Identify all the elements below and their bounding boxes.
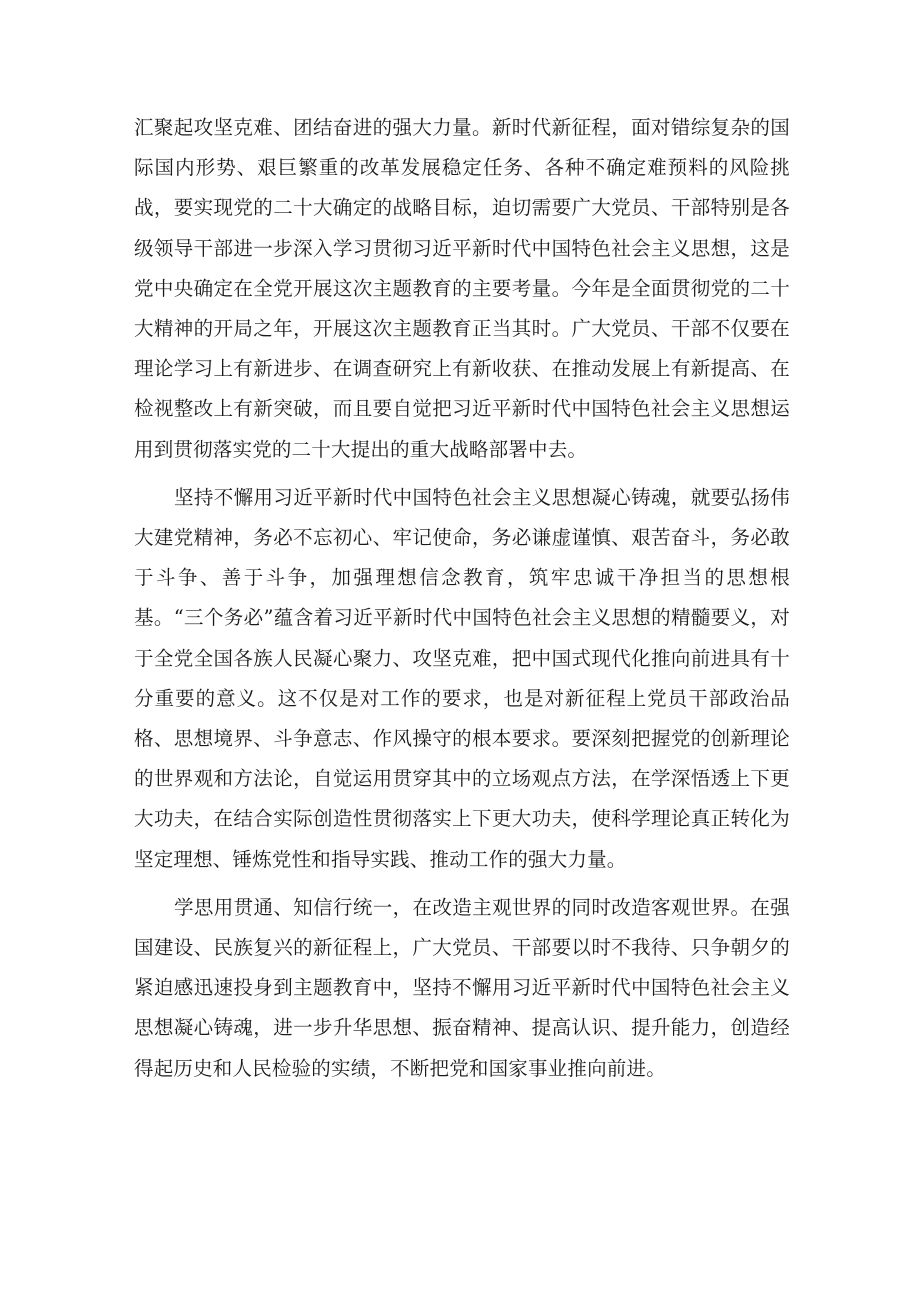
document-body <box>134 108 790 1089</box>
paragraph-1: 汇聚起攻坚克难、团结奋进的强大力量。新时代新征程，面对错综复杂的国际国内形势、艰巨繁重的改革发展稳定任务、各种不确定难预料的风险挑战，要实现党的二十大确定的战略目标，迫切需要广大党员、干部特别是各级领导干部进一步深入学习贯彻习近平新时代中国特色社会主义思想，这是党中央确定在全党开展这次主题教育的主要考量。今年是全面贯彻党的二十大精神的开局之年，开展这次主题教育正当其时。广大党员、干部不仅要在理论学习上有新进步、在调查研究上有新收获、在推动发展上有新提高、在检视整改上有新突破，而且要自觉把习近平新时代中国特色社会主义思想运用到贯彻落实党的二十大提出的重大战略部署中去。 <box>134 116 790 461</box>
paragraph-2: 坚持不懈用习近平新时代中国特色社会主义思想凝心铸魂，就要弘扬伟大建党精神，务必不忘初心、牢记使命，务必谦虚谨慎、艰苦奋斗，务必敢于斗争、善于斗争，加强理想信念教育，筑牢忠诚干净担当的思想根基。“三个务必”蕴含着习近平新时代中国特色社会主义思想的精髓要义，对于全党全国各族人民凝心聚力、攻坚克难，把中国式现代化推向前进具有十分重要的意义。这不仅是对工作的要求，也是对新征程上党员干部政治品格、思想境界、斗争意志、作风操守的根本要求。要深刻把握党的创新理论的世界观和方法论，自觉运用贯穿其中的立场观点方法，在学深悟透上下更大功夫，在结合实际创造性贯彻落实上下更大功夫，使科学理论真正转化为坚定理想、锤炼党性和指导实践、推动工作的强大力量。 <box>134 485 790 871</box>
paragraph-3: 学思用贯通、知信行统一，在改造主观世界的同时改造客观世界。在强国建设、民族复兴的新征程上，广大党员、干部要以时不我待、只争朝夕的紧迫感迅速投身到主题教育中，坚持不懈用习近平新时代中国特色社会主义思想凝心铸魂，进一步升华思想、振奋精神、提高认识、提升能力，创造经得起历史和人民检验的实绩，不断把党和国家事业推向前进。 <box>134 895 790 1080</box>
